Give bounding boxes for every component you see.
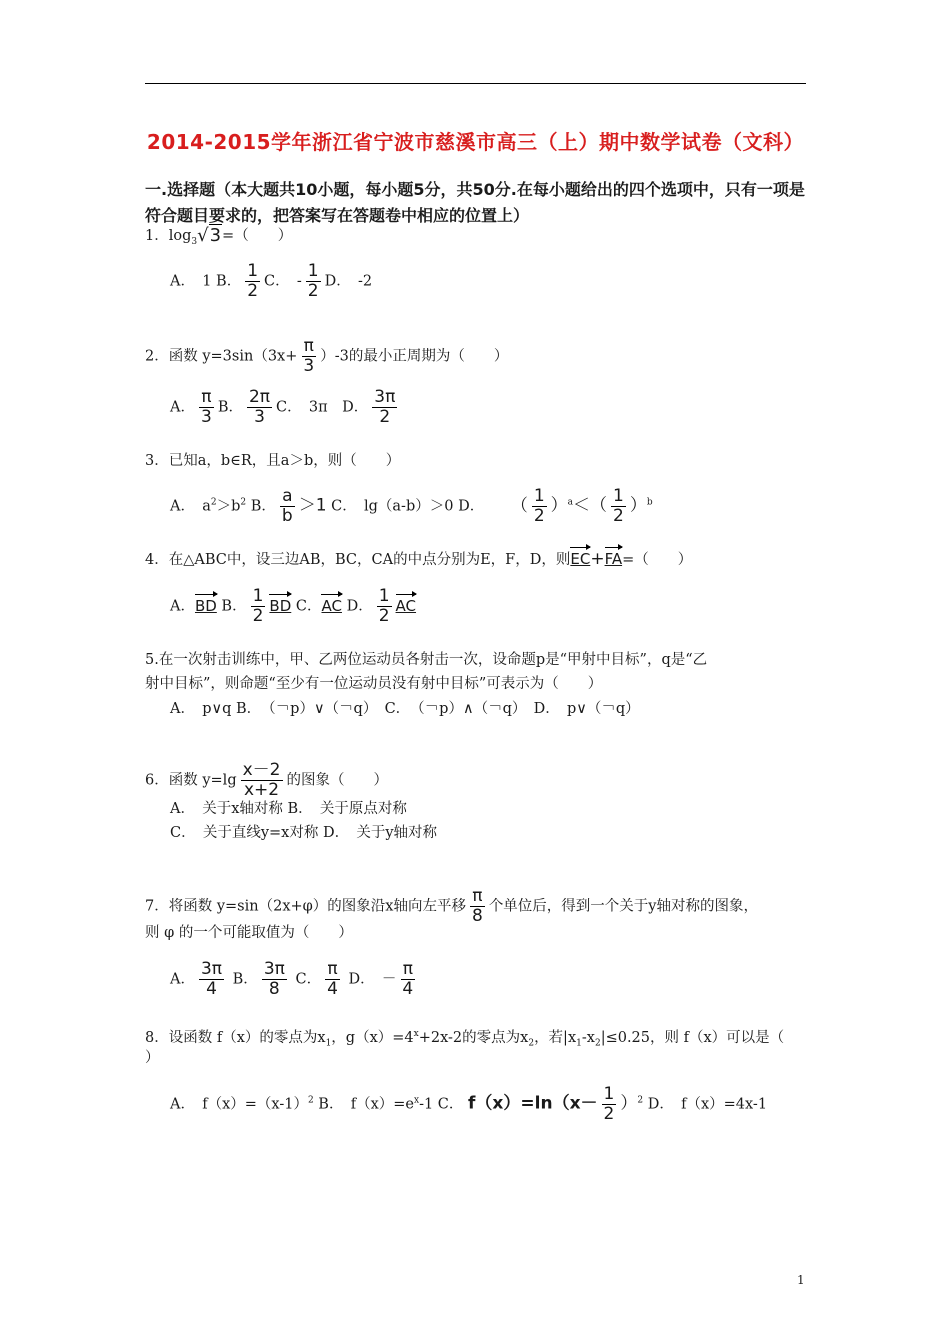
question-6-options-2: C． 关于直线y=x对称 D． 关于y轴对称 — [170, 825, 438, 841]
question-3-stem: 3．已知a，b∈R，且a＞b，则（ ） — [145, 453, 401, 469]
question-7-line-2: 则 φ 的一个可能取值为（ ） — [145, 925, 353, 941]
q1-log-base: 3 — [191, 236, 198, 247]
q1-option-c-fraction: $\frac{1}{2}$ — [307, 261, 319, 301]
q1-option-b-fraction: $\frac{1}{2}$ — [247, 261, 259, 301]
vector-fa: FA — [604, 550, 623, 568]
section-heading: 一.选择题（本大题共10小题，每小题5分，共50分.在每小题给出的四个选项中，只有一项是符合题目要求的，把答案写在答题卷中相应的位置上） — [145, 180, 805, 225]
question-7-options: A． $\frac{3\pi}{4}$ B． $\frac{3\pi}{8}$ C． $\frac{\pi}{4}$ D． － $\frac{\pi}{4}$ — [170, 959, 414, 999]
question-6-stem: 6．函数 y=lg $\frac{x-2}{x+2}$ 的图象（ ） — [145, 760, 388, 800]
question-3-options: A． $a^2>b^2$ B． $\frac{a}{b}$ ＞1 C． lg（a-b）＞0 D． （ $\frac{1}{2}$ ）$^a$＜（ $\frac{1}{2}$ ）$^b$ — [170, 486, 653, 526]
exam-title: 2014-2015学年浙江省宁波市慈溪市高三（上）期中数学试卷（文科） — [146, 130, 805, 154]
q1-sqrt: √3 — [197, 225, 222, 246]
question-8-line-1: 8．设函数 f（x）的零点为$x_1$，$g(x)=4^x+2x-2$的零点为$x_2$，若$|x_1-x_2|\le 0.25$，则 f（x）可以是（ — [145, 1029, 785, 1049]
vector-ec: EC — [570, 550, 591, 568]
question-2-options: A． $\frac{\pi}{3}$ B． $\frac{2\pi}{3}$ C． 3π D． $\frac{3\pi}{2}$ — [170, 387, 396, 427]
question-5-line-2: 射中目标”，则命题“至少有一位运动员没有射中目标”可表示为（ ） — [145, 676, 603, 692]
question-2-stem: 2．函数 y=3sin（3x+ $\frac{\pi}{3}$ ）-3的最小正周期为（ ） — [145, 336, 509, 376]
header-rule — [145, 83, 806, 84]
q2-stem-fraction: $\frac{\pi}{3}$ — [303, 336, 315, 376]
question-7-stem: 7．将函数 y=sin（2x+φ）的图象沿x轴向左平移 $\frac{\pi}{8}$ 个单位后，得到一个关于y轴对称的图象， — [145, 886, 759, 926]
question-4-options: A．BD B． $\frac{1}{2}$ BD C．AC D． $\frac{1}{2}$ AC — [170, 586, 417, 626]
question-1-options: A． 1 B． $\frac{1}{2}$ C． - $\frac{1}{2}$ D． -2 — [170, 261, 373, 301]
question-8-options: A． $f(x)=(x-1)^2$ B． $f(x)=e^x-1$ C． f（x）=ln（x－ $\frac{1}{2}$ ）$^2$ D． f（x）=4x-1 — [170, 1084, 768, 1124]
question-8-line-2: ） — [145, 1050, 160, 1066]
question-5-options: A． p∨q B． （￢p）∨（￢q） C． （￢p）∧（￢q） D． p∨（￢q） — [170, 701, 640, 717]
question-6-options-1: A． 关于x轴对称 B． 关于原点对称 — [170, 801, 407, 817]
page-number: 1 — [797, 1273, 805, 1287]
question-1-stem: 1．$\log_3√3=$（ ） — [145, 225, 293, 247]
question-5-line-1: 5.在一次射击训练中，甲、乙两位运动员各射击一次，设命题p是“甲射中目标”，q是“乙 — [145, 652, 708, 668]
q1-log: 1．log — [145, 228, 192, 244]
question-4-stem: 4．在△ABC中，设三边AB，BC，CA的中点分别为E，F，D，则EC+FA=（ ） — [145, 549, 693, 569]
